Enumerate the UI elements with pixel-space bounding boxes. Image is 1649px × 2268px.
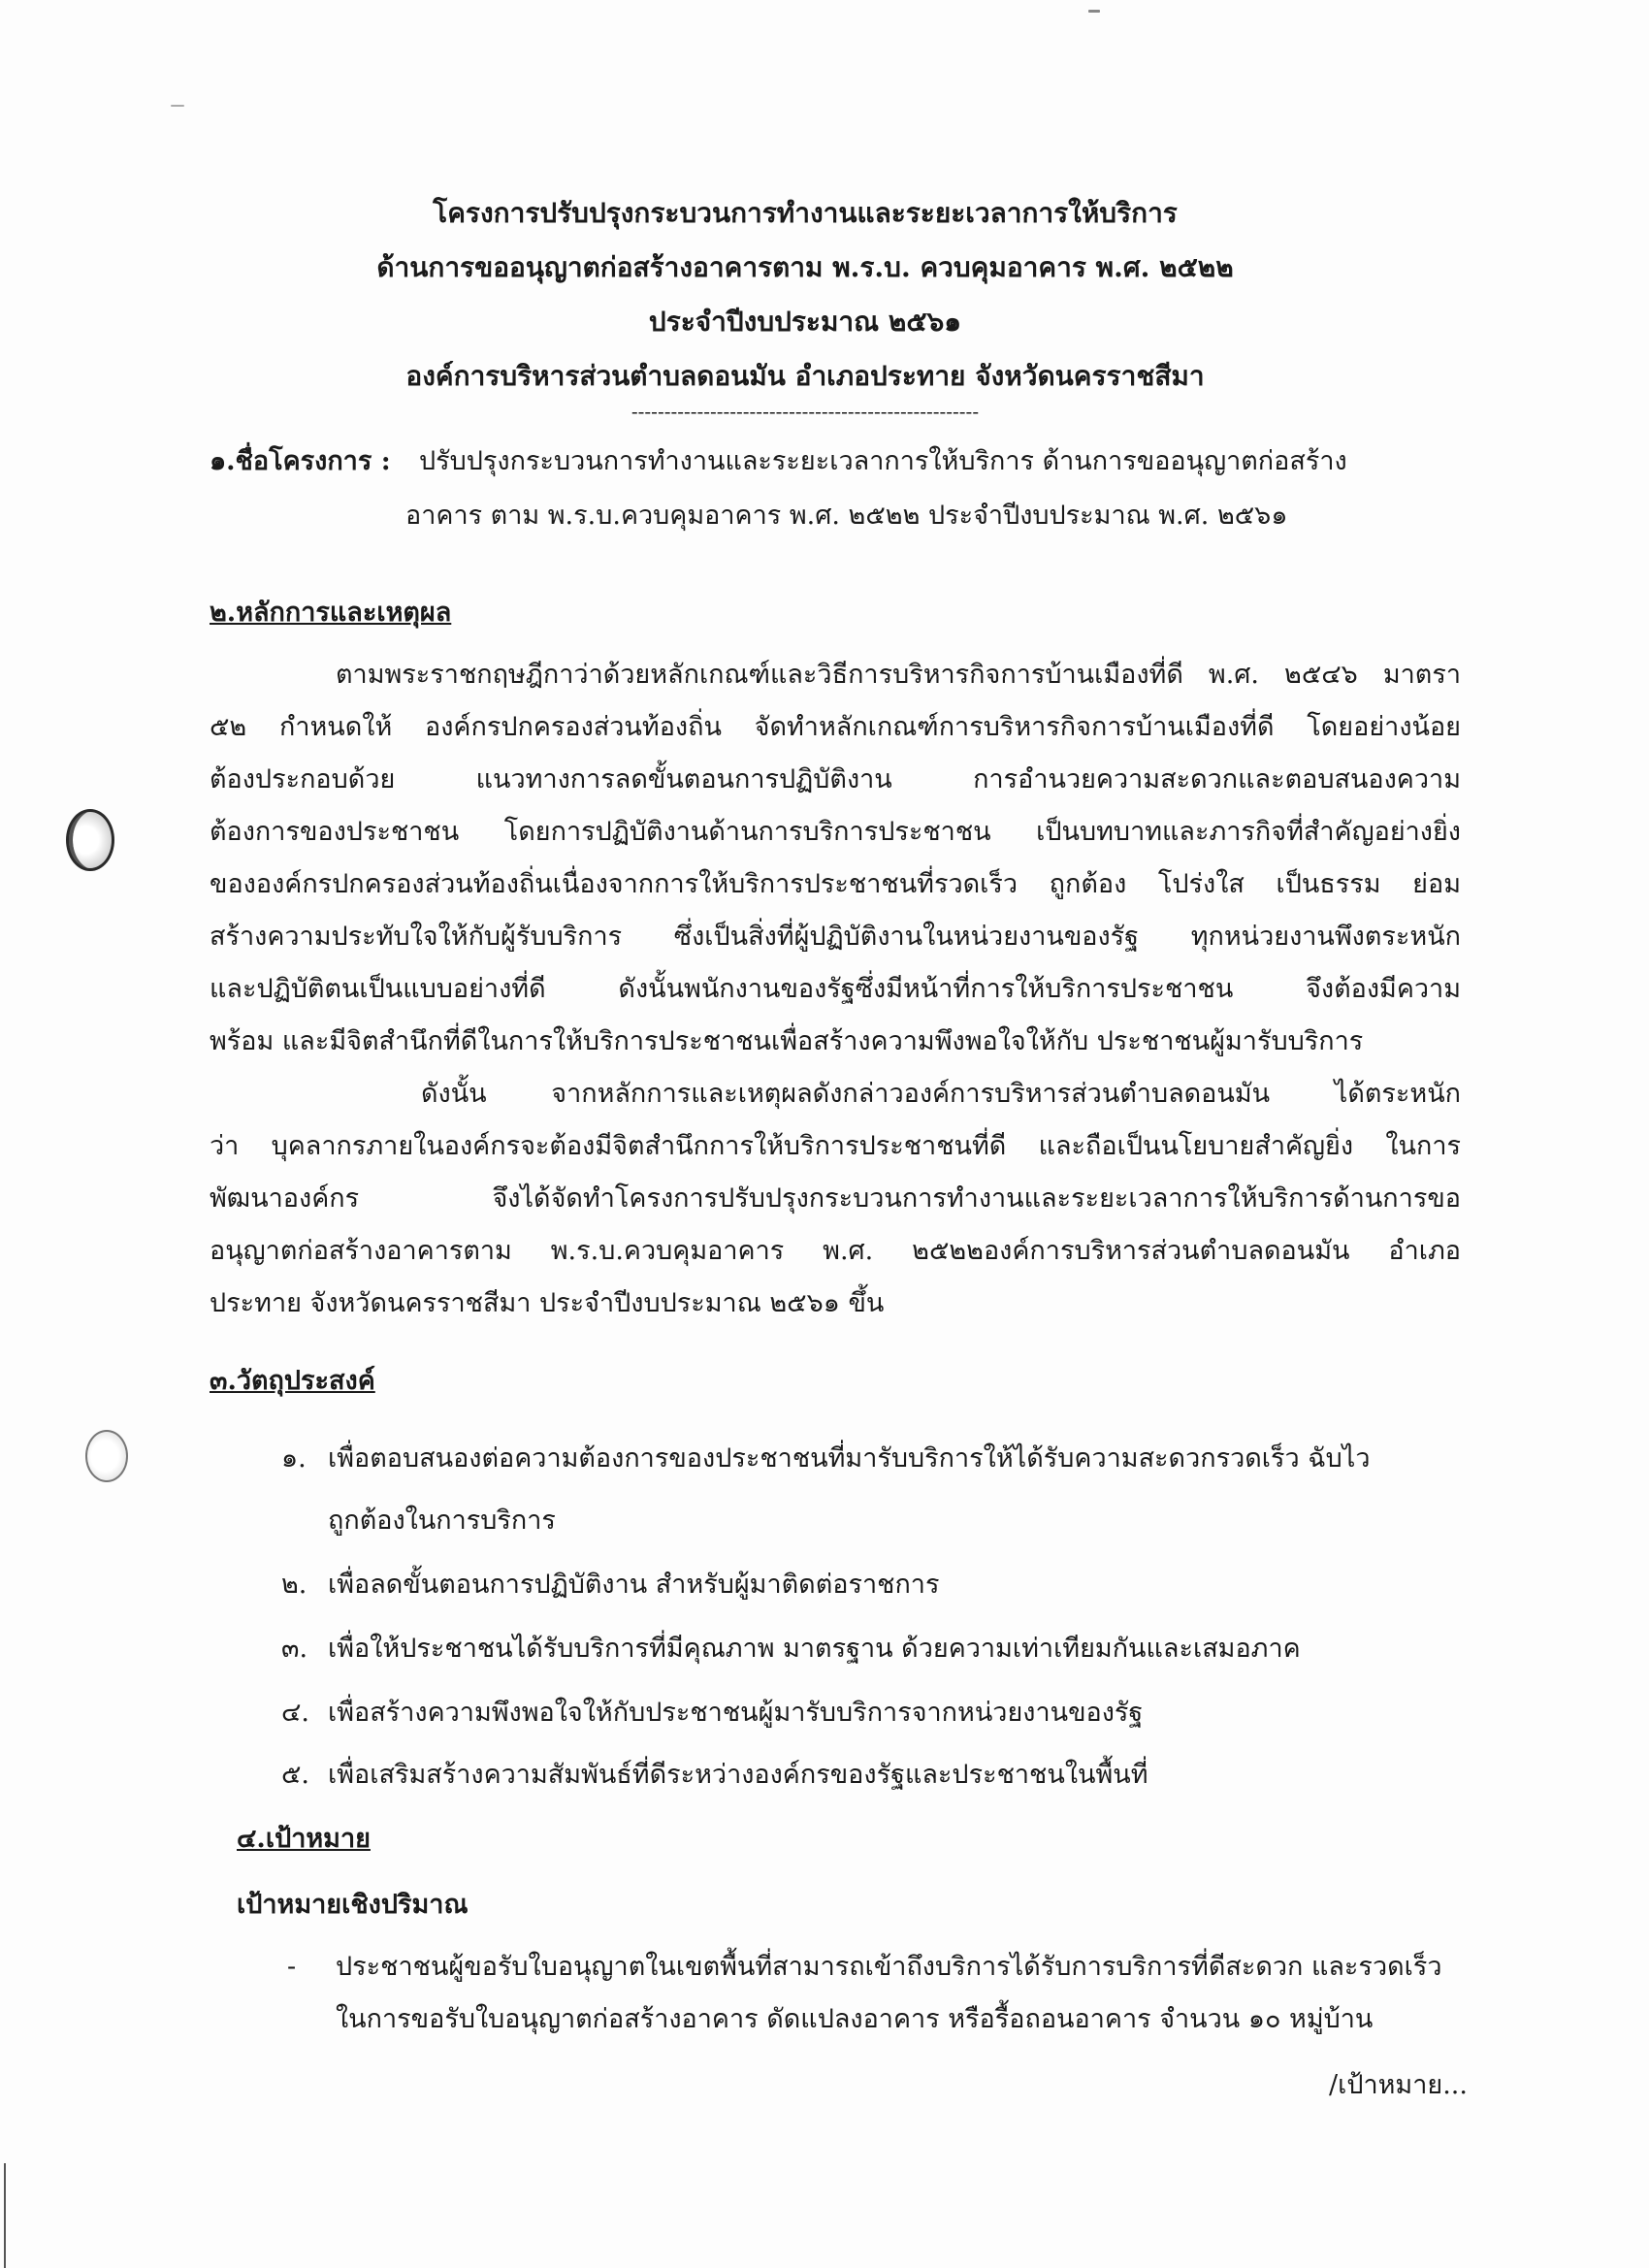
section2-line-9: ดังนั้น จากหลักการและเหตุผลดังกล่าวองค์การบริหารส่วนตำบลดอนมัน ได้ตระหนัก — [421, 1079, 1461, 1109]
objective-2-number: ๒. — [281, 1570, 307, 1600]
target-bullet: - — [287, 1952, 297, 1982]
section1-line-1: ปรับปรุงกระบวนการทำงานและระยะเวลาการให้บริการ ด้านการขออนุญาตก่อสร้าง — [419, 446, 1347, 476]
section2-line-8: พร้อม และมีจิตสำนึกที่ดีในการให้บริการประชาชนเพื่อสร้างความพึงพอใจให้กับ ประชาชนผู้มารับบริการ — [210, 1026, 1364, 1056]
section2-line-10: ว่า บุคลากรภายในองค์กรจะต้องมีจิตสำนึกการให้บริการประชาชนที่ดี และถือเป็นนโยบายสำคัญยิ่ง ในการ — [210, 1131, 1461, 1161]
section1-label: ๑.ชื่อโครงการ : — [210, 446, 391, 476]
objective-3-text: เพื่อให้ประชาชนได้รับบริการที่มีคุณภาพ มาตรฐาน ด้วยความเท่าเทียมกันและเสมอภาค — [328, 1634, 1301, 1664]
scan-edge-line — [4, 2163, 6, 2268]
page-continuation: /เป้าหมาย... — [1329, 2070, 1468, 2100]
section2-line-11: พัฒนาองค์กร จึงได้จัดทำโครงการปรับปรุงกระบวนการทำงานและระยะเวลาการให้บริการด้านการขอ — [210, 1183, 1461, 1214]
scan-speck — [171, 105, 184, 107]
objective-5-text: เพื่อเสริมสร้างความสัมพันธ์ที่ดีระหว่างองค์กรของรัฐและประชาชนในพื้นที่ — [328, 1760, 1148, 1790]
punch-hole-top — [66, 809, 114, 871]
title-line-3: ประจำปีงบประมาณ ๒๕๖๑ — [648, 306, 962, 338]
section2-line-7: และปฏิบัติตนเป็นแบบอย่างที่ดี ดังนั้นพนักงานของรัฐซึ่งมีหน้าที่การให้บริการประชาชน จึงต้องมีความ — [210, 974, 1461, 1004]
title-line-4: องค์การบริหารส่วนตำบลดอนมัน อำเภอประทาย จังหวัดนครราชสีมา — [405, 360, 1205, 392]
objective-2-text: เพื่อลดขั้นตอนการปฏิบัติงาน สำหรับผู้มาติดต่อราชการ — [328, 1570, 940, 1600]
section2-line-13: ประทาย จังหวัดนครราชสีมา ประจำปีงบประมาณ ๒๕๖๑ ขึ้น — [210, 1288, 885, 1318]
target-line-2: ในการขอรับใบอนุญาตก่อสร้างอาคาร ดัดแปลงอาคาร หรือรื้อถอนอาคาร จำนวน ๑๐ หมู่บ้าน — [336, 2004, 1374, 2034]
objective-5-number: ๕. — [281, 1760, 310, 1790]
section4-subheading: เป้าหมายเชิงปริมาณ — [237, 1890, 469, 1920]
section2-line-12: อนุญาตก่อสร้างอาคารตาม พ.ร.บ.ควบคุมอาคาร พ.ศ. ๒๕๒๒องค์การบริหารส่วนตำบลดอนมัน อำเภอ — [210, 1236, 1461, 1266]
section2-line-3: ต้องประกอบด้วย แนวทางการลดขั้นตอนการปฏิบัติงาน การอำนวยความสะดวกและตอบสนองความ — [210, 764, 1461, 794]
section1-line-2: อาคาร ตาม พ.ร.บ.ควบคุมอาคาร พ.ศ. ๒๕๒๒ ประจำปีงบประมาณ พ.ศ. ๒๕๖๑ — [405, 501, 1288, 531]
objective-1-number: ๑. — [281, 1443, 307, 1474]
section2-line-5: ขององค์กรปกครองส่วนท้องถิ่นเนื่องจากการให้บริการประชาชนที่รวดเร็ว ถูกต้อง โปร่งใส เป็นธรรม ย่อม — [210, 869, 1461, 899]
title-separator: ----------------------------------------------------- — [630, 400, 980, 423]
section2-line-4: ต้องการของประชาชน โดยการปฏิบัติงานด้านการบริการประชาชน เป็นบทบาทและภารกิจที่สำคัญอย่างยิ่ง — [210, 817, 1461, 847]
title-line-2: ด้านการขออนุญาตก่อสร้างอาคารตาม พ.ร.บ. ควบคุมอาคาร พ.ศ. ๒๕๒๒ — [376, 251, 1234, 283]
section2-heading: ๒.หลักการและเหตุผล — [210, 598, 452, 628]
objective-4-text: เพื่อสร้างความพึงพอใจให้กับประชาชนผู้มารับบริการจากหน่วยงานของรัฐ — [328, 1698, 1144, 1728]
section2-line-1: ตามพระราชกฤษฎีกาว่าด้วยหลักเกณฑ์และวิธีการบริหารกิจการบ้านเมืองที่ดี พ.ศ. ๒๕๔๖ มาตรา — [336, 660, 1461, 690]
objective-3-number: ๓. — [281, 1634, 308, 1664]
objective-4-number: ๔. — [281, 1698, 310, 1728]
section3-heading: ๓.วัตถุประสงค์ — [210, 1366, 375, 1396]
scan-speck — [1088, 10, 1100, 13]
objective-1-continuation: ถูกต้องในการบริการ — [328, 1506, 556, 1536]
punch-hole-bottom — [85, 1430, 128, 1482]
objective-1-text: เพื่อตอบสนองต่อความต้องการของประชาชนที่มารับบริการให้ได้รับความสะดวกรวดเร็ว ฉับไว — [328, 1443, 1371, 1474]
section4-heading: ๔.เป้าหมาย — [237, 1824, 371, 1854]
target-line-1: ประชาชนผู้ขอรับใบอนุญาตในเขตพื้นที่สามารถเข้าถึงบริการได้รับการบริการที่ดีสะดวก และรวดเร็ว — [336, 1952, 1442, 1982]
section2-line-6: สร้างความประทับใจให้กับผู้รับบริการ ซึ่งเป็นสิ่งที่ผู้ปฏิบัติงานในหน่วยงานของรัฐ ทุกหน่วยงานพึงตระหนัก — [210, 922, 1461, 952]
title-line-1: โครงการปรับปรุงกระบวนการทำงานและระยะเวลาการให้บริการ — [433, 197, 1178, 229]
section2-line-2: ๕๒ กำหนดให้ องค์กรปกครองส่วนท้องถิ่น จัดทำหลักเกณฑ์การบริหารกิจการบ้านเมืองที่ดี โดยอย่างน้อย — [210, 712, 1461, 742]
